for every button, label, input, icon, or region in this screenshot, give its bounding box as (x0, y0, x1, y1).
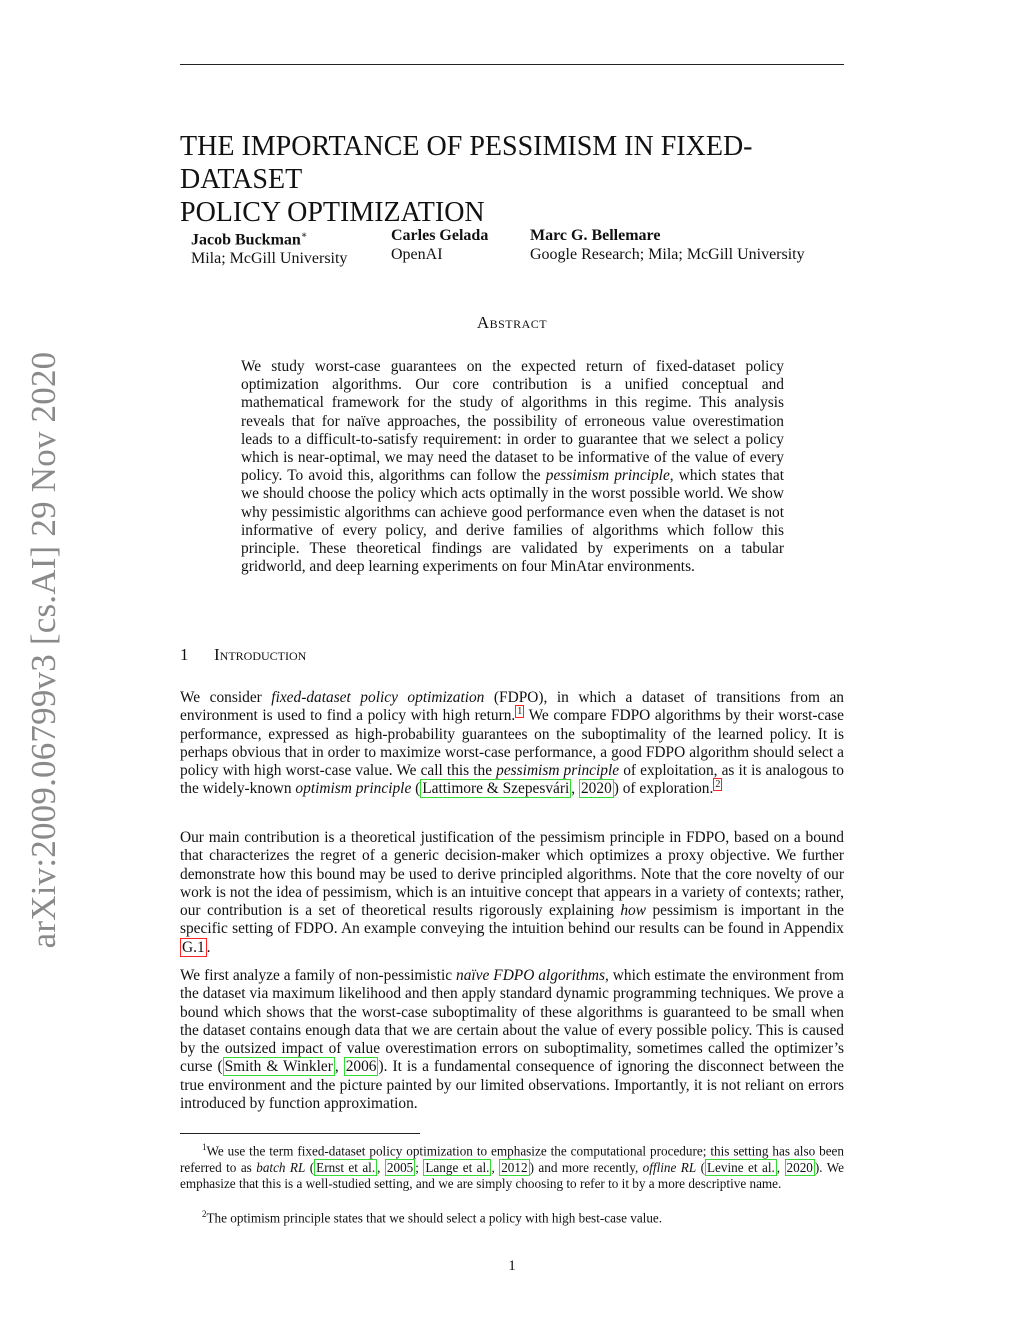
appendix-link[interactable]: G.1 (182, 938, 205, 956)
footnote-2: $^2$The optimism principle states that we should select a policy with high best-case value. (202, 1209, 663, 1226)
citation-year-link[interactable]: 2020 (580, 780, 612, 798)
paper-title (180, 130, 860, 229)
citation-year-link[interactable]: 2006 (345, 1058, 377, 1076)
arxiv-identifier[interactable]: arXiv:2009.06799v3 [cs.AI] 29 Nov 2020 (24, 351, 63, 949)
citation-link[interactable]: Ernst et al. (316, 1159, 376, 1175)
intro-paragraph-3: We first analyze a family of non-pessimistic naïve FDPO algorithms, which estimate the environment from the dataset via maximum likelihood and then apply standard dynamic programming techniques. We prove a bound which shows that the worst-case suboptimality of these algorithms is guaranteed to be small when the dataset contains enough data that we are certain about the value of every possible policy. This is caused by the outsized impact of value overestimation errors on suboptimality, sometimes called the optimizer’s curse ( Smith & Winkler , 2006 ). It is a fundamental consequence of ignoring the disconnect between the true environment and the picture painted by our limited observations. Importantly, it is not reliant on errors introduced by function approximation. (180, 967, 845, 1113)
citation-year-link[interactable]: 2005 (386, 1159, 414, 1175)
intro-paragraph-1: We consider fixed-dataset policy optimization (FDPO), in which a dataset of transitions from an environment is used to find a policy with high return. $^1$ We compare FDPO algorithms by their worst-case performance, expressed as high-probability guarantees on the suboptimality of the learned policy. It is perhaps obvious that in order to maximize worst-case performance, a good FDPO algorithm should select a policy with high worst-case value. We call this the pessimism principle of exploitation, as it is analogous to the widely-known optimism principle ( Lattimore & Szepesvári , 2020 ) of exploration. $^2$ (180, 689, 845, 798)
citation-link[interactable]: Lattimore & Szepesvári (422, 780, 570, 798)
title-line-1: THE IMPORTANCE OF PESSIMISM IN FIXED-DATASET (180, 131, 753, 195)
author-affiliation: Google Research; Mila; McGill University (530, 246, 805, 263)
footnote-1-link[interactable]: 1 (517, 706, 523, 718)
author-name: Marc G. Bellemare (530, 227, 661, 244)
footnote-rule (180, 1133, 420, 1134)
citation-year-link[interactable]: 2020 (786, 1159, 813, 1175)
author-name: Carles Gelada (391, 227, 489, 244)
citation-link[interactable]: Smith & Winkler (224, 1058, 333, 1076)
header-rule (180, 64, 844, 65)
abstract-text: We study worst-case guarantees on the expected return of fixed-dataset policy optimization algorithms. Our core contribution is a unified conceptual and mathematical framework for the study of algorithms in this regime. This analysis reveals that for naïve approaches, the possibility of erroneous value overestimation leads to a difficult-to-satisfy requirement: in order to guarantee that we select a policy which is near-optimal, we may need the dataset to be informative of the value of every policy. To avoid this, algorithms can follow the pessimism principle, which states that we should choose the policy which acts optimally in the worst possible world. We show why pessimistic algorithms can achieve good performance even when the dataset is not informative of every policy, and derive families of algorithms which follow this principle. These theoretical findings are validated by experiments on a tabular gridworld, and deep learning experiments on four MinAtar environments. (241, 358, 784, 576)
citation-link[interactable]: Lange et al. (425, 1159, 490, 1175)
citation-link[interactable]: Levine et al. (707, 1159, 775, 1175)
title-line-2: POLICY OPTIMIZATION (180, 197, 485, 228)
author-3 (530, 226, 805, 264)
footnote-1: $^1$We use the term fixed-dataset policy optimization to emphasize the computational procedure; this setting has also been referred to as batch RL ( Ernst et al. , 2005 ; Lange et al. , 2012 ) and more recently, offline RL ( Levine et al. , 2020 ). We emphasize that this is a well-studied setting, and we are simply choosing to refer to it by a more descriptive name. (180, 1142, 844, 1191)
intro-paragraph-2: Our main contribution is a theoretical justification of the pessimism principle in FDPO, based on a bound that characterizes the regret of a generic decision-maker which optimizes a proxy objective. We further demonstrate how this bound may be used to derive principled algorithms. Note that the core novelty of our work is not the idea of pessimism, which is an intuitive concept that appears in a variety of contexts; rather, our contribution is a set of theoretical results rigorously explaining how pessimism is important in the specific setting of FDPO. An example conveying the intuition behind our results can be found in Appendix G.1 . (180, 829, 844, 956)
citation-year-link[interactable]: 2012 (501, 1159, 528, 1175)
author-name: Jacob Buckman∗ (191, 230, 308, 249)
author-1 (191, 226, 347, 268)
author-affiliation: OpenAI (391, 246, 443, 263)
section-heading: 1 Introduction (180, 645, 307, 664)
author-affiliation: Mila; McGill University (191, 250, 348, 268)
footnote-2-link[interactable]: 2 (715, 779, 721, 791)
page-number: 1 (508, 1258, 516, 1274)
author-2 (391, 226, 488, 264)
abstract-heading: Abstract (476, 313, 548, 332)
